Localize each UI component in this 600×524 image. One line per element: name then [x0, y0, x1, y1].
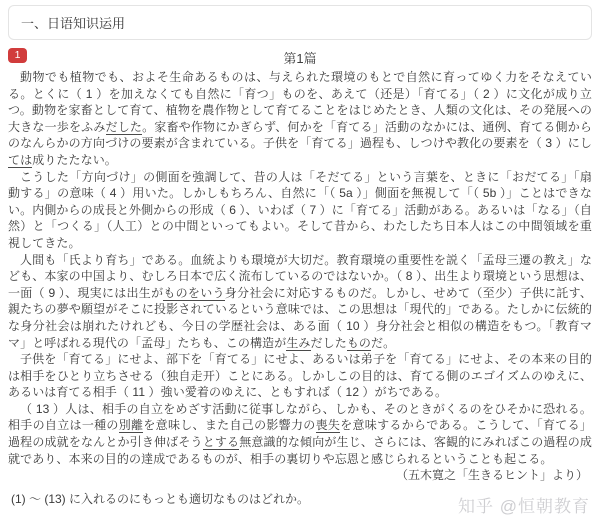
underlined-word: 別離 [118, 418, 144, 433]
question-head [8, 48, 592, 66]
underlined-word: 喪失 [315, 418, 341, 433]
paragraph [8, 401, 592, 467]
text-run: だした [310, 335, 347, 350]
text-run: 。家畜や作物にかぎらず、何かを「育てる」活動のなかには、通例、育てる側からのなんらかの方向づけの要素が含まれている。子供を「育てる」過程も、しつけや教化の要素を（ 3 ）にし [8, 119, 592, 151]
watermark-text: 知乎 @恒朝教育 [458, 497, 590, 516]
paragraph [8, 252, 592, 352]
text-run: 身分社会に対応するものだ。しかし、せめて（至少）子供に託す、親たちの夢や願望がそこに投影されているという意味では、この思想は「現代的」である。たしかに伝統的な身分社会は崩れたけれども、今日の学歴社会は、ある面（ 10 ）身分社会と相似の構造をもつ。「教育ママ」と呼ばれる現代の「孟母」たちも、この構造が [8, 285, 593, 350]
text-run: 成りたたない。 [32, 152, 117, 167]
underlined-word: だした [105, 119, 143, 134]
passage-container [8, 69, 592, 467]
underlined-word: ものをいう [163, 285, 225, 300]
text-run: こうした「方向づけ」の側面を強調して、昔の人は「そだてる」という言葉を、ときに「おだてる」「扇動する」の意味（ 4 ）用いた。しかしもちろん、自然に「（ 5a ）」側面を無視して「（ 5b ）」ことはできない。内側からの成長と外側からの形成（ 6 ）、いわば（ 7 ）に「育てる」活動がある。あるいは「なる」（自然）と「つくる」（人工）との中間といってもよい。そして昔から、わたしたち日本人はこの中間領域を重視してきた。 [8, 169, 592, 250]
underlined-word: ては [8, 152, 33, 167]
underlined-word: もの [346, 335, 372, 350]
text-run: を意味するからである。こうして、「育てる」過程の成就をなんとか引き伸ばそう [8, 418, 593, 450]
attribution: （五木寛之「生きるヒント」より） [395, 468, 588, 483]
paragraph [8, 351, 592, 401]
text-run: を意味し、また自己の影響力の [143, 418, 316, 433]
underlined-word: とする [202, 435, 240, 450]
text-run: （ 13 ）人は、相手の自立をめざす活動に従事しながら、しかも、そのときがくるのをひそかに恐れる。相手の自立は一種の [8, 401, 592, 433]
question-number-badge[interactable]: 1 [8, 48, 27, 63]
paragraph [8, 169, 592, 252]
text-run: 動物でも植物でも、およそ生命あるものは、与えられた環境のもとで自然に育ってゆく力をそなえている。とくに（ 1 ）を加えなくても自然に「育つ」ものを、あえて（还是）「育てる」（ 2 ）に文化が成り立つ。動物を家畜として育て、植物を農作物として育てることをはじめたとき、人類の文化は、その発展への大きな一歩をふみ [8, 70, 592, 134]
text-run: だ。 [371, 335, 396, 350]
underlined-word: 生み [286, 335, 311, 350]
section-header [8, 5, 592, 40]
text-run: 子供を「育てる」にせよ、部下を「育てる」にせよ、あるいは弟子を「育てる」にせよ、その本来の目的は相手をひとり立ちさせる（独自走开）ことにある。しかしこの目的は、育てる側のエゴイズムのゆえに、あるいは育てる相手（ 11 ）強い愛着のゆえに、ともすれば（ 12 ）がちである。 [8, 352, 592, 400]
text-run: 無意識的な傾向が生じ、さらには、客観的にみればこの過程の成就であり、本来の目的の達成であるものが、相手の裏切りや忘恩と感じられるということも起こる。 [8, 435, 592, 466]
question-prompt: (1) ～ (13) に入れるのにもっとも適切なものはどれか。 [11, 491, 310, 506]
text-run: 人間も「氏より育ち」である。血統よりも環境が大切だ。教育環境の重要性を説く「孟母三遷の教え」なども、本家の中国より、むしろ日本で広く流布しているのではないか。（ 8 ）、出生より環境という思想は、一面（ 9 ）、現実には出生が [8, 252, 592, 300]
section-title: 一、日语知识运用 [21, 16, 126, 31]
paragraph [8, 69, 592, 169]
passage-title: 第1篇 [283, 51, 317, 66]
